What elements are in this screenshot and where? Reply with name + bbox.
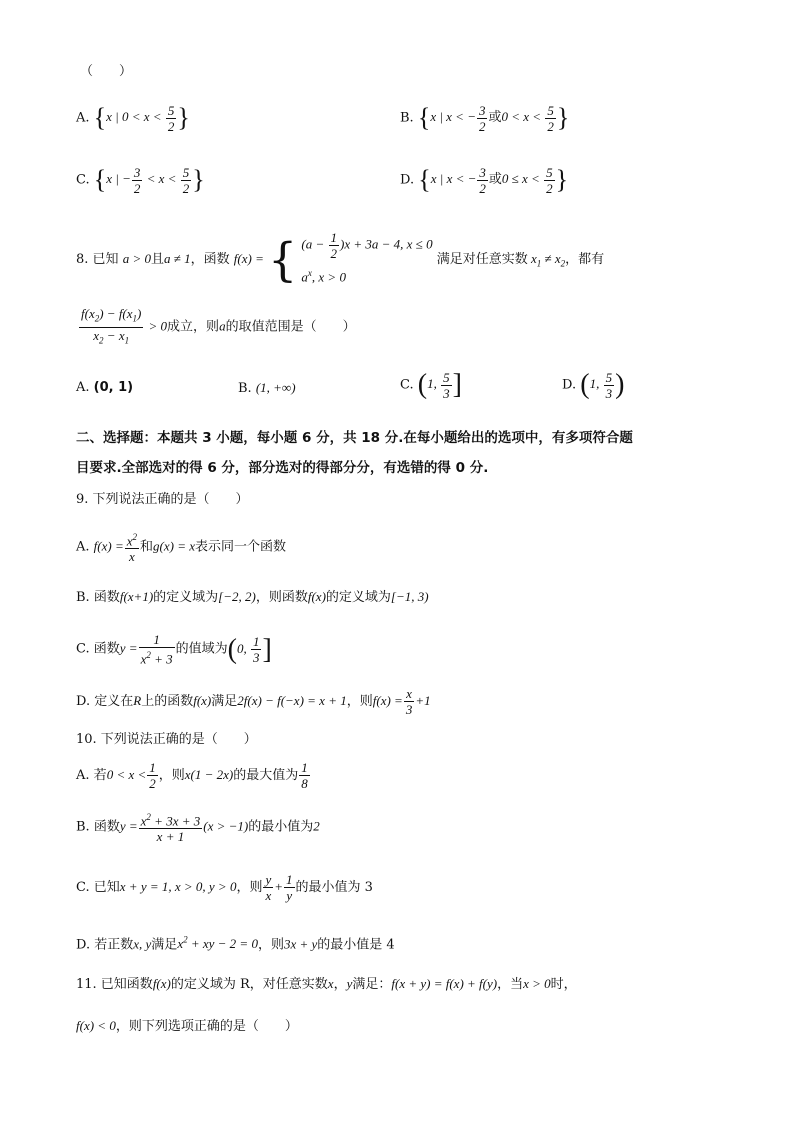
q8-inequality: $\frac{f(x_2) - f(x_1)}{x_2 - x_1}$ > 0成立，则a的取值范围是（ ） <box>81 306 356 346</box>
q11-stem: 11. 已知函数f(x)的定义域为 R，对任意实数x，y满足：f(x + y) = f(x) + f(y)，当x > 0时， <box>76 976 577 992</box>
q10-option-a[interactable]: A. 若0 < x < $\frac{1}{2}$ ，则x(1 − 2x)的最大值为 $\frac{1}{8}$ <box>76 760 308 791</box>
q8-stem: 8. 已知 a > 0且a ≠ 1，函数 f(x) = { (a − $\frac{1}{2}$ )x + 3a − 4, x ≤ 0 $a^x$, x > 0 满足对任意实数 $x_1 \ne x_2$，都有 <box>76 230 604 289</box>
q10-option-c[interactable]: C. 已知x + y = 1, x > 0, y > 0，则 $\frac{y}{x}$ + $\frac{1}{y}$ 的最小值为 3 <box>76 872 373 903</box>
section-heading-cont: 目要求.全部选对的得 6 分，部分选对的得部分分，有选错的得 0 分. <box>76 460 489 476</box>
option-expr: {x | − $\frac{3}{2}$ < x < $\frac{5}{2}$ } <box>93 165 205 196</box>
q9-option-c[interactable]: C. 函数y = $\frac{1}{x^2 + 3}$ 的值域为(0, $\frac{1}{3}$ ] <box>76 632 272 667</box>
q10-option-b[interactable]: B. 函数y = $\frac{x^2 + 3x + 3}{x + 1}$ (x > −1)的最小值为2 <box>76 812 320 845</box>
q10-option-d[interactable]: D. 若正数x, y满足$x^2$ + xy − 2 = 0，则3x + y的最小值是 4 <box>76 935 395 953</box>
q8-option-c[interactable]: C. (1, $\frac{5}{3}$ ] <box>400 369 462 401</box>
option-expr: {x | x < − $\frac{3}{2}$ 或0 < x < $\frac{5}{2}$ } <box>417 103 570 134</box>
q7-option-c[interactable] <box>76 165 205 196</box>
section-heading: 二、选择题：本题共 3 小题，每小题 6 分，共 18 分.在每小题给出的选项中，有多项符合题 <box>76 430 633 446</box>
piecewise-function: (a − $\frac{1}{2}$ )x + 3a − 4, x ≤ 0 $a^x$, x > 0 <box>301 230 433 285</box>
q11-stem-cont: f(x) < 0，则下列选项正确的是（ ） <box>76 1018 298 1034</box>
q9-option-a[interactable]: A. f(x) = $\frac{x^2}{x}$ 和g(x) = x表示同一个函数 <box>76 532 287 565</box>
option-label: D. <box>400 172 415 188</box>
option-label: A. <box>76 110 90 126</box>
q8-option-d[interactable]: D. (1, $\frac{5}{3}$ ) <box>562 369 625 401</box>
q7-option-a[interactable] <box>76 103 190 134</box>
option-label: B. <box>400 110 414 126</box>
option-label: C. <box>76 172 90 188</box>
option-expr: {x | 0 < x < $\frac{5}{2}$ } <box>93 103 190 134</box>
q7-paren: （ ） <box>80 64 133 79</box>
q7-option-d[interactable] <box>400 165 568 196</box>
q10-stem: 10. 下列说法正确的是（ ） <box>76 732 257 747</box>
q8-option-a[interactable]: A. (0, 1) <box>76 380 134 395</box>
q7-option-b[interactable] <box>400 103 569 134</box>
q9-stem: 9. 下列说法正确的是（ ） <box>76 492 249 507</box>
q9-option-d[interactable]: D. 定义在R上的函数f(x)满足2f(x) − f(−x) = x + 1，则f(x) = $\frac{x}{3}$ +1 <box>76 686 431 717</box>
option-expr: {x | x < − $\frac{3}{2}$ 或0 ≤ x < $\frac{5}{2}$ } <box>418 165 569 196</box>
q8-option-b[interactable]: B. (1, +∞) <box>238 380 296 396</box>
q9-option-b[interactable]: B. 函数f(x+1)的定义域为[−2, 2)，则函数f(x)的定义域为[−1, 3) <box>76 589 429 605</box>
